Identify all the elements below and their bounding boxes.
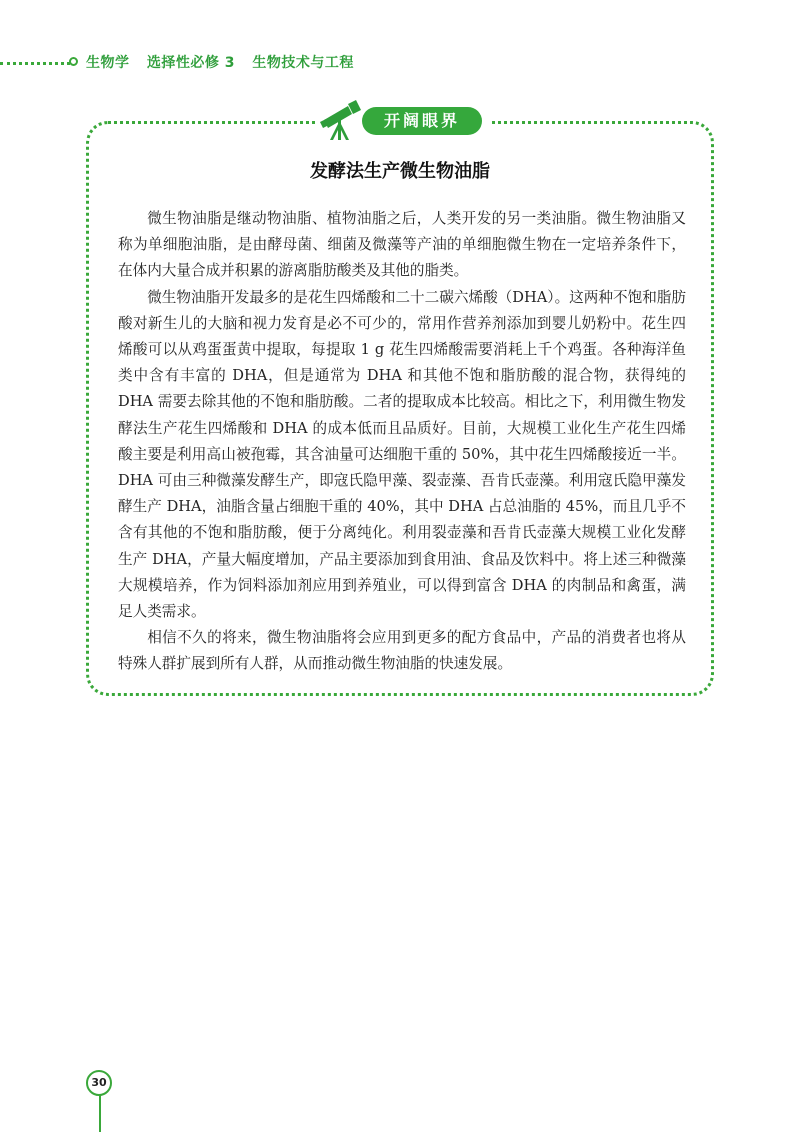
article-body	[118, 206, 686, 678]
paragraph: 微生物油脂开发最多的是花生四烯酸和二十二碳六烯酸（DHA）。这两种不饱和脂肪酸对新生儿的大脑和视力发育是必不可少的，常用作营养剂添加到婴儿奶粉中。花生四烯酸可以从鸡蛋蛋黄中提取，每提取 1 g 花生四烯酸需要消耗上千个鸡蛋。各种海洋鱼类中含有丰富的 DHA，但是通常为 DHA 和其他不饱和脂肪酸的混合物，获得纯的 DHA 需要去除其他的不饱和脂肪酸。二者的提取成本比较高。相比之下，利用微生物发酵法生产花生四烯酸和 DHA 的成本低而且品质好。目前，大规模工业化生产花生四烯酸主要是利用高山被孢霉，其含油量可达细胞干重的 50%，其中花生四烯酸接近一半。DHA 可由三种微藻发酵生产，即寇氏隐甲藻、裂壶藻、吾肯氏壶藻。利用寇氏隐甲藻发酵生产 DHA，油脂含量占细胞干重的 40%，其中 DHA 占总油脂的 45%，而且几乎不含有其他的不饱和脂肪酸，便于分离纯化。利用裂壶藻和吾肯氏壶藻大规模工业化发酵生产 DHA，产量大幅度增加，产品主要添加到食用油、食品及饮料中。将上述三种微藻大规模培养，作为饲料添加剂应用到养殖业，可以得到富含 DHA 的肉制品和禽蛋，满足人类需求。	[118, 288, 686, 621]
feature-badge	[318, 100, 490, 142]
feature-badge-label: 开阔眼界	[362, 107, 482, 135]
paragraph: 相信不久的将来，微生物油脂将会应用到更多的配方食品中，产品的消费者也将从特殊人群扩展到所有人群，从而推动微生物油脂的快速发展。	[118, 629, 686, 673]
running-header	[86, 52, 366, 72]
telescope-icon	[318, 100, 362, 142]
header-dotted-rule	[0, 62, 70, 65]
header-book-title: 生物技术与工程	[252, 55, 354, 71]
header-subject: 生物学	[86, 55, 130, 71]
header-bullet-circle	[69, 57, 78, 66]
article-title: 发酵法生产微生物油脂	[310, 161, 490, 182]
paragraph: 微生物油脂是继动物油脂、植物油脂之后，人类开发的另一类油脂。微生物油脂又称为单细胞油脂，是由酵母菌、细菌及微藻等产油的单细胞微生物在一定培养条件下，在体内大量合成并积累的游离脂肪酸类及其他的脂类。	[118, 210, 686, 280]
page-number: 30	[86, 1070, 112, 1096]
page-number-rule	[99, 1095, 101, 1132]
header-volume: 选择性必修 3	[146, 55, 235, 71]
